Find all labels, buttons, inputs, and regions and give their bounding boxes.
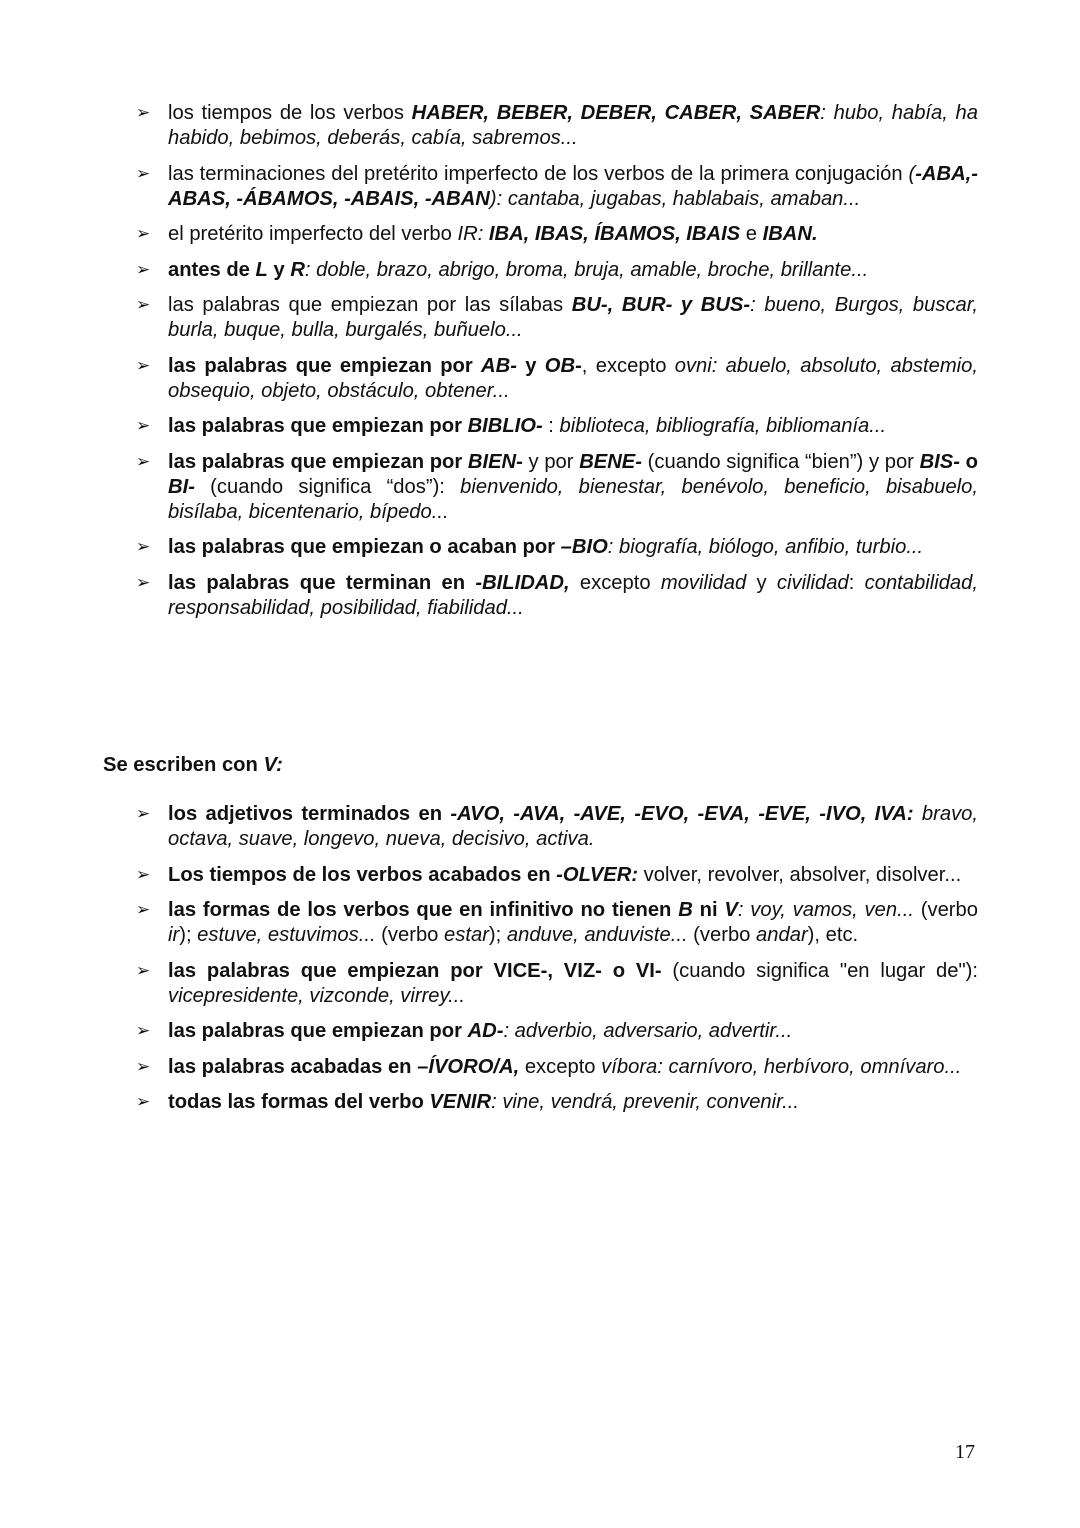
list-item-text: estar <box>444 924 489 946</box>
list-item-text: B <box>678 899 693 921</box>
arrow-bullet-icon: ➢ <box>136 103 151 123</box>
arrow-bullet-icon: ➢ <box>136 537 151 557</box>
list-item-text: V <box>724 899 738 921</box>
list-item-text: , excepto <box>581 354 675 377</box>
list-item <box>136 1055 978 1080</box>
list-item-text: (cuando significa "en lugar de"): <box>661 959 978 982</box>
list-item-text: : <box>848 571 865 594</box>
list-item-text: andar <box>756 924 808 946</box>
list-item <box>136 802 978 852</box>
list-item-text: excepto <box>519 1055 602 1078</box>
list-item-text: ): cantaba, jugabas, hablabais, amaban... <box>489 187 861 210</box>
list-item-text: bravo, octava, suave, longevo, nueva, decisivo, activa. <box>168 803 978 850</box>
list-item-text: y por <box>522 450 580 473</box>
arrow-bullet-icon: ➢ <box>136 960 151 981</box>
list-item-text: ); <box>488 924 507 946</box>
list-item-text: las palabras que empiezan por <box>168 450 468 473</box>
list-item-text: : adverbio, adversario, advertir... <box>503 1020 793 1042</box>
list-item-text: R <box>290 258 305 281</box>
v-rules-list <box>136 802 978 1126</box>
list-item-text: movilidad <box>660 571 747 594</box>
list-item <box>136 354 978 404</box>
list-item-text: las palabras que empiezan por <box>168 354 482 377</box>
list-item-text: civilidad <box>776 571 849 594</box>
list-item-text: y <box>516 354 545 377</box>
list-item-text: las palabras que empiezan por <box>168 1020 468 1042</box>
list-item-text: –BIO <box>560 536 608 558</box>
list-item <box>136 571 978 621</box>
list-item <box>136 293 978 343</box>
list-item-text: VENIR <box>429 1091 492 1113</box>
arrow-bullet-icon: ➢ <box>136 572 151 593</box>
list-item-text: BIS- <box>919 450 960 473</box>
list-item-text: (verbo <box>375 924 445 946</box>
list-item <box>136 222 978 247</box>
list-item-text: (cuando significa “dos”): <box>194 475 461 498</box>
list-item-text: IR: <box>457 223 489 245</box>
list-item-text: IBA, IBAS, ÍBAMOS, IBAIS <box>488 223 741 245</box>
list-item-text: –ÍVORO/A, <box>417 1055 520 1078</box>
page-number: 17 <box>955 1441 975 1463</box>
list-item-text: o <box>959 450 978 473</box>
list-item-text: las palabras que empiezan por las sílabas <box>168 294 572 316</box>
list-item-text: bienvenido, bienestar, benévolo, beneficio, bisabuelo, bisílaba, bicentenario, bípedo... <box>168 475 978 523</box>
list-item-text: ir <box>168 924 180 946</box>
list-item-text: : hubo, había, ha habido, bebimos, deberás, cabía, sabremos... <box>168 102 978 149</box>
list-item-text: BI- <box>168 475 195 498</box>
list-item-text: : voy, vamos, ven... <box>737 899 914 921</box>
list-item-text: L <box>255 258 268 281</box>
list-item-text: las palabras que empiezan o acaban por <box>168 536 561 558</box>
list-item <box>136 863 978 888</box>
list-item <box>136 535 978 560</box>
list-item-text: BU-, BUR- y BUS- <box>571 294 751 316</box>
list-item-text: y <box>267 258 291 281</box>
list-item-text: IBAN. <box>762 223 818 245</box>
list-item <box>136 101 978 151</box>
heading-text: Se escriben con <box>103 754 264 776</box>
list-item-text: las terminaciones del pretérito imperfecto de los verbos de la primera conjugación <box>168 162 909 185</box>
arrow-bullet-icon: ➢ <box>136 163 151 184</box>
list-item-text: las palabras que terminan en <box>168 571 476 594</box>
list-item-text: AD- <box>467 1020 504 1042</box>
list-item-text: el pretérito imperfecto del verbo <box>168 223 458 245</box>
list-item-text: ni <box>692 899 725 921</box>
arrow-bullet-icon: ➢ <box>136 864 151 885</box>
arrow-bullet-icon: ➢ <box>136 900 151 920</box>
arrow-bullet-icon: ➢ <box>136 224 151 244</box>
list-item <box>136 898 978 948</box>
list-item-text: las palabras que empiezan por <box>168 415 468 437</box>
list-item <box>136 414 978 439</box>
list-item-text: ); <box>179 924 198 946</box>
list-item-text: ovni: abuelo, absoluto, abstemio, obsequio, objeto, obstáculo, obtener... <box>168 354 978 402</box>
list-item <box>136 959 978 1009</box>
list-item-text: : vine, vendrá, prevenir, convenir... <box>491 1091 799 1113</box>
arrow-bullet-icon: ➢ <box>136 259 151 280</box>
arrow-bullet-icon: ➢ <box>136 295 151 315</box>
list-item-text: BENE- <box>579 450 642 473</box>
list-item-text: ), etc. <box>807 924 859 946</box>
list-item-text: biblioteca, bibliografía, bibliomanía... <box>559 415 887 437</box>
list-item-text: ( <box>908 162 916 185</box>
list-item-text: excepto <box>569 571 661 594</box>
list-item-text: AB- <box>481 354 517 377</box>
b-rules-list <box>136 101 978 631</box>
list-item-text: (verbo <box>913 899 978 921</box>
arrow-bullet-icon: ➢ <box>136 416 151 436</box>
list-item-text: las palabras acabadas en <box>168 1055 418 1078</box>
list-item-text: todas las formas del verbo <box>168 1091 430 1113</box>
list-item-text: BIBLIO- <box>467 415 543 437</box>
list-item-text: OB- <box>544 354 582 377</box>
list-item-text: antes de <box>168 258 256 281</box>
list-item <box>136 450 978 525</box>
arrow-bullet-icon: ➢ <box>136 1056 151 1077</box>
list-item-text: -AVO, -AVA, -AVE, -EVO, -EVA, -EVE, -IVO, IVA: <box>450 803 914 825</box>
list-item-text: las formas de los verbos que en infinitivo no tienen <box>168 899 679 921</box>
list-item-text: BIEN- <box>467 450 523 473</box>
list-item-text: anduve, anduviste... <box>506 924 688 946</box>
list-item <box>136 258 978 283</box>
section-heading-v <box>103 753 283 778</box>
list-item-text: e <box>740 223 763 245</box>
list-item-text: HABER, BEBER, DEBER, CABER, SABER <box>411 102 821 124</box>
list-item-text: : doble, brazo, abrigo, broma, bruja, amable, broche, brillante... <box>304 258 869 281</box>
list-item-text: contabilidad, responsabilidad, posibilidad, fiabilidad... <box>168 571 978 619</box>
list-item-text: los tiempos de los verbos <box>168 102 412 124</box>
list-item-text: -OLVER: <box>556 863 639 886</box>
arrow-bullet-icon: ➢ <box>136 804 151 824</box>
list-item-text: volver, revolver, absolver, disolver... <box>638 863 962 886</box>
list-item <box>136 1019 978 1044</box>
list-item-text: : bueno, Burgos, buscar, burla, buque, bulla, burgalés, buñuelo... <box>168 294 978 341</box>
list-item-text: (verbo <box>687 924 757 946</box>
list-item-text: víbora: carnívoro, herbívoro, omnívaro... <box>601 1055 962 1078</box>
list-item-text: (cuando significa “bien”) y por <box>642 450 920 473</box>
list-item-text: -ABA,-ABAS, -ÁBAMOS, -ABAIS, -ABAN <box>168 162 978 210</box>
list-item-text: -BILIDAD, <box>475 571 570 594</box>
list-item <box>136 1090 978 1115</box>
list-item-text: y <box>746 571 777 594</box>
arrow-bullet-icon: ➢ <box>136 1092 151 1112</box>
list-item-text: los adjetivos terminados en <box>168 803 451 825</box>
arrow-bullet-icon: ➢ <box>136 1021 151 1041</box>
list-item-text: vicepresidente, vizconde, virrey... <box>168 984 465 1007</box>
list-item-text: : <box>542 415 560 437</box>
list-item <box>136 162 978 212</box>
list-item-text: estuve, estuvimos... <box>197 924 376 946</box>
heading-letter: V: <box>263 754 283 776</box>
arrow-bullet-icon: ➢ <box>136 355 151 376</box>
arrow-bullet-icon: ➢ <box>136 451 151 472</box>
list-item-text: las palabras que empiezan por VICE-, VIZ- o VI- <box>168 959 662 982</box>
list-item-text: Los tiempos de los verbos acabados en <box>168 863 557 886</box>
list-item-text: : biografía, biólogo, anfibio, turbio... <box>607 536 924 558</box>
